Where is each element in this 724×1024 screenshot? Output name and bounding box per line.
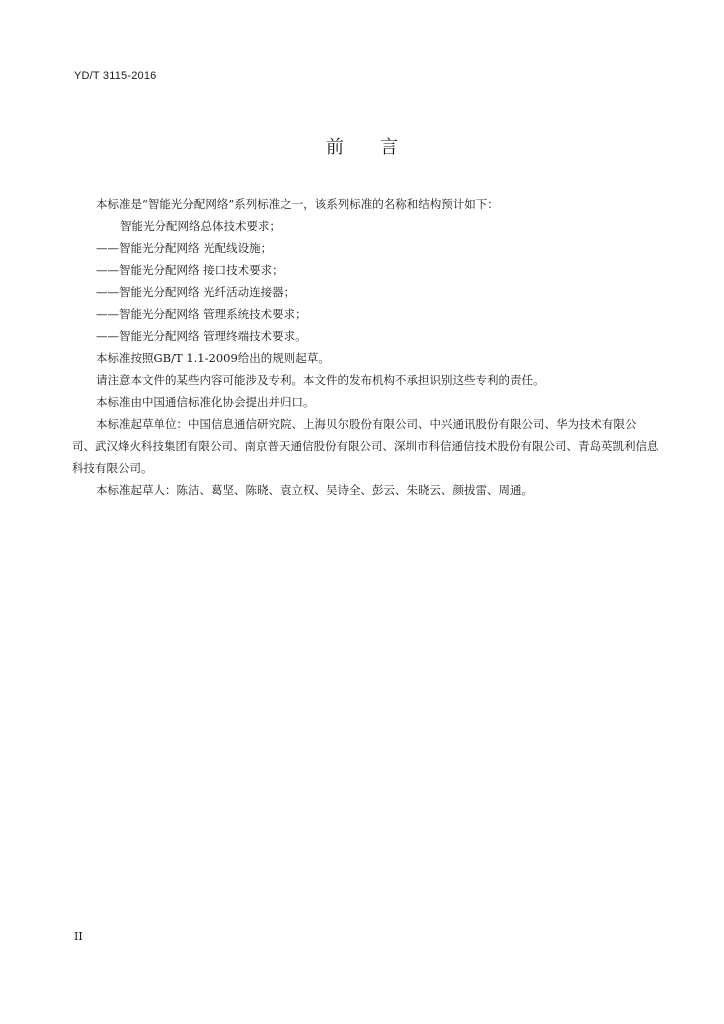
drafters-paragraph: 本标准起草人：陈洁、葛坚、陈晓、袁立权、吴诗全、彭云、朱晓云、颜拔雷、周通。: [96, 483, 533, 497]
intro-paragraph: 本标准是“智能光分配网络”系列标准之一，该系列标准的名称和结构预计如下：: [96, 197, 499, 211]
page-title: 前言: [326, 137, 434, 158]
proposer-paragraph: 本标准由中国通信标准化协会提出并归口。: [96, 395, 315, 409]
patent-notice-paragraph: 请注意本文件的某些内容可能涉及专利。本文件的发布机构不承担识别这些专利的责任。: [96, 373, 545, 387]
series-item: ——智能光分配网络 管理系统技术要求；: [96, 307, 307, 321]
series-item: 智能光分配网络总体技术要求；: [120, 219, 281, 233]
series-item: ——智能光分配网络 接口技术要求；: [96, 263, 284, 277]
series-item: ——智能光分配网络 光纤活动连接器；: [96, 285, 296, 299]
drafting-units-paragraph: 本标准起草单位：中国信息通信研究院、上海贝尔股份有限公司、中兴通讯股份有限公司、华为技术有限公司、武汉烽火科技集团有限公司、南京普天通信股份有限公司、深圳市科信通信技术股份有限公司、青岛英凯利信息科技有限公司。: [72, 417, 659, 475]
document-code: YD/T 3115-2016: [74, 70, 157, 82]
page-number: II: [74, 930, 83, 943]
drafting-rule-paragraph: 本标准按照GB/T 1.1-2009给出的规则起草。: [96, 351, 330, 365]
series-item: ——智能光分配网络 管理终端技术要求。: [96, 329, 307, 343]
document-body: [72, 193, 659, 501]
series-item: ——智能光分配网络 光配线设施；: [96, 241, 273, 255]
